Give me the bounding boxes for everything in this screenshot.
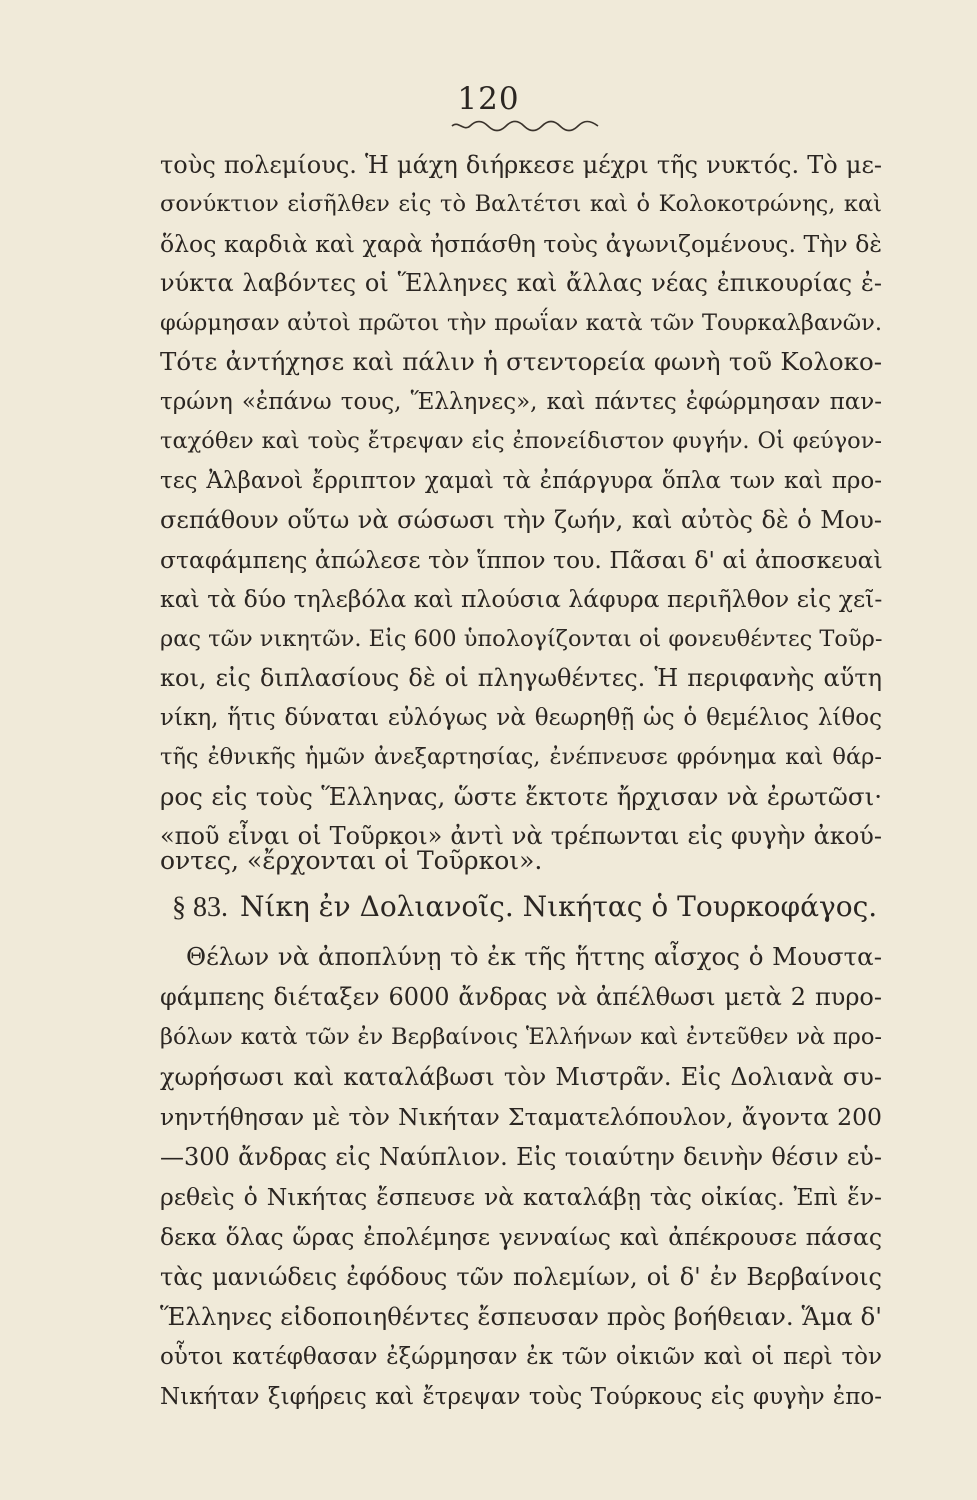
text-line: —300 ἄνδρας εἰς Ναύπλιον. Εἰς τοιαύτην δεινὴν θέσιν εὑ- — [160, 1143, 882, 1171]
text-line: Ἕλληνες εἰδοποιηθέντες ἔσπευσαν πρὸς βοήθειαν. Ἅμα δ' — [160, 1302, 882, 1331]
text-line: τὰς μανιώδεις ἐφόδους τῶν πολεμίων, οἱ δ' ἐν Βερβαίνοις — [160, 1263, 882, 1291]
text-line: ὅλος καρδιὰ καὶ χαρὰ ἠσπάσθη τοὺς ἀγωνιζομένους. Τὴν δὲ — [160, 230, 882, 258]
ornament-divider — [450, 118, 600, 134]
text-line: νίκη, ἥτις δύναται εὐλόγως νὰ θεωρηθῇ ὡς ὁ θεμέλιος λίθος — [160, 705, 882, 731]
text-line: βόλων κατὰ τῶν ἐν Βερβαίνοις Ἑλλήνων καὶ ἐντεῦθεν νὰ προ- — [160, 1024, 882, 1050]
text-line: ρεθεὶς ὁ Νικήτας ἔσπευσε νὰ καταλάβῃ τὰς οἰκίας. Ἐπὶ ἕν- — [160, 1183, 882, 1211]
text-line: οντες, «ἔρχονται οἱ Τοῦρκοι». — [160, 846, 543, 875]
text-line: τρώνη «ἐπάνω τους, Ἕλληνες», καὶ πάντες ἐφώρμησαν παν- — [160, 389, 882, 415]
text-line: τῆς ἐθνικῆς ἡμῶν ἀνεξαρτησίας, ἐνέπνευσε φρόνημα καὶ θάρ- — [160, 744, 882, 770]
text-line: φώρμησαν αὐτοὶ πρῶτοι τὴν πρωΐαν κατὰ τῶν Τουρκαλβανῶν. — [160, 310, 882, 336]
text-line: οὗτοι κατέφθασαν ἐξώρμησαν ἐκ τῶν οἰκιῶν καὶ οἱ περὶ τὸν — [160, 1344, 882, 1370]
text-line: σταφάμπεης ἀπώλεσε τὸν ἵππον του. Πᾶσαι δ' αἱ ἀποσκευαὶ — [160, 546, 883, 574]
text-line: δεκα ὅλας ὥρας ἐπολέμησε γενναίως καὶ ἀπέκρουσε πάσας — [160, 1223, 882, 1251]
text-line: ρος εἰς τοὺς Ἕλληνας, ὥστε ἔκτοτε ἤρχισαν νὰ ἐρωτῶσι· — [160, 782, 882, 811]
section-heading — [172, 882, 884, 933]
text-line: φάμπεης διέταξεν 6000 ἄνδρας νὰ ἀπέλθωσι μετὰ 2 πυρο- — [160, 983, 882, 1011]
text-line: τες Ἀλβανοὶ ἔρριπτον χαμαὶ τὰ ἐπάργυρα ὅπλα των καὶ προ- — [160, 468, 882, 494]
text-line: νηντήθησαν μὲ τὸν Νικήταν Σταματελόπουλον, ἄγοντα 200 — [160, 1103, 882, 1131]
text-line: ταχόθεν καὶ τοὺς ἔτρεψαν εἰς ἐπονείδιστον φυγήν. Οἱ φεύγον- — [160, 428, 882, 454]
text-line: Θέλων νὰ ἀποπλύνῃ τὸ ἐκ τῆς ἥττης αἶσχος ὁ Μουστα- — [186, 942, 882, 971]
text-line: κοι, εἰς διπλασίους δὲ οἱ πληγωθέντες. Ἡ περιφανὴς αὕτη — [160, 664, 882, 692]
text-line: καὶ τὰ δύο τηλεβόλα καὶ πλούσια λάφυρα περιῆλθον εἰς χεῖ- — [160, 585, 883, 613]
page-number: 120 — [457, 81, 520, 117]
text-line: νύκτα λαβόντες οἱ Ἕλληνες καὶ ἄλλας νέας ἐπικουρίας ἐ- — [160, 269, 882, 297]
section-number: § 83. — [172, 892, 228, 923]
text-line: Νικήταν ξιφήρεις καὶ ἔτρεψαν τοὺς Τούρκους εἰς φυγὴν ἐπο- — [160, 1384, 882, 1410]
text-line: σονύκτιον εἰσῆλθεν εἰς τὸ Βαλτέτσι καὶ ὁ Κολοκοτρώνης, καὶ — [160, 191, 882, 217]
text-line: χωρήσωσι καὶ καταλάβωσι τὸν Μιστρᾶν. Εἰς Δολιανὰ συ- — [160, 1063, 882, 1091]
text-line: τοὺς πολεμίους. Ἡ μάχη διήρκεσε μέχρι τῆς νυκτός. Τὸ με- — [160, 151, 882, 179]
section-title: Νίκη ἐν Δολιανοῖς. Νικήτας ὁ Τουρκοφάγος. — [240, 890, 878, 923]
text-line: σεπάθουν οὕτω νὰ σώσωσι τὴν ζωήν, καὶ αὐτὸς δὲ ὁ Μου- — [160, 506, 882, 534]
text-line: Τότε ἀντήχησε καὶ πάλιν ἡ στεντορεία φωνὴ τοῦ Κολοκο- — [160, 347, 882, 376]
text-line: ρας τῶν νικητῶν. Εἰς 600 ὑπολογίζονται οἱ φονευθέντες Τοῦρ- — [160, 626, 883, 652]
text-line: «ποῦ εἶναι οἱ Τοῦρκοι» ἀντὶ νὰ τρέπωνται εἰς φυγὴν ἀκού- — [160, 822, 882, 850]
